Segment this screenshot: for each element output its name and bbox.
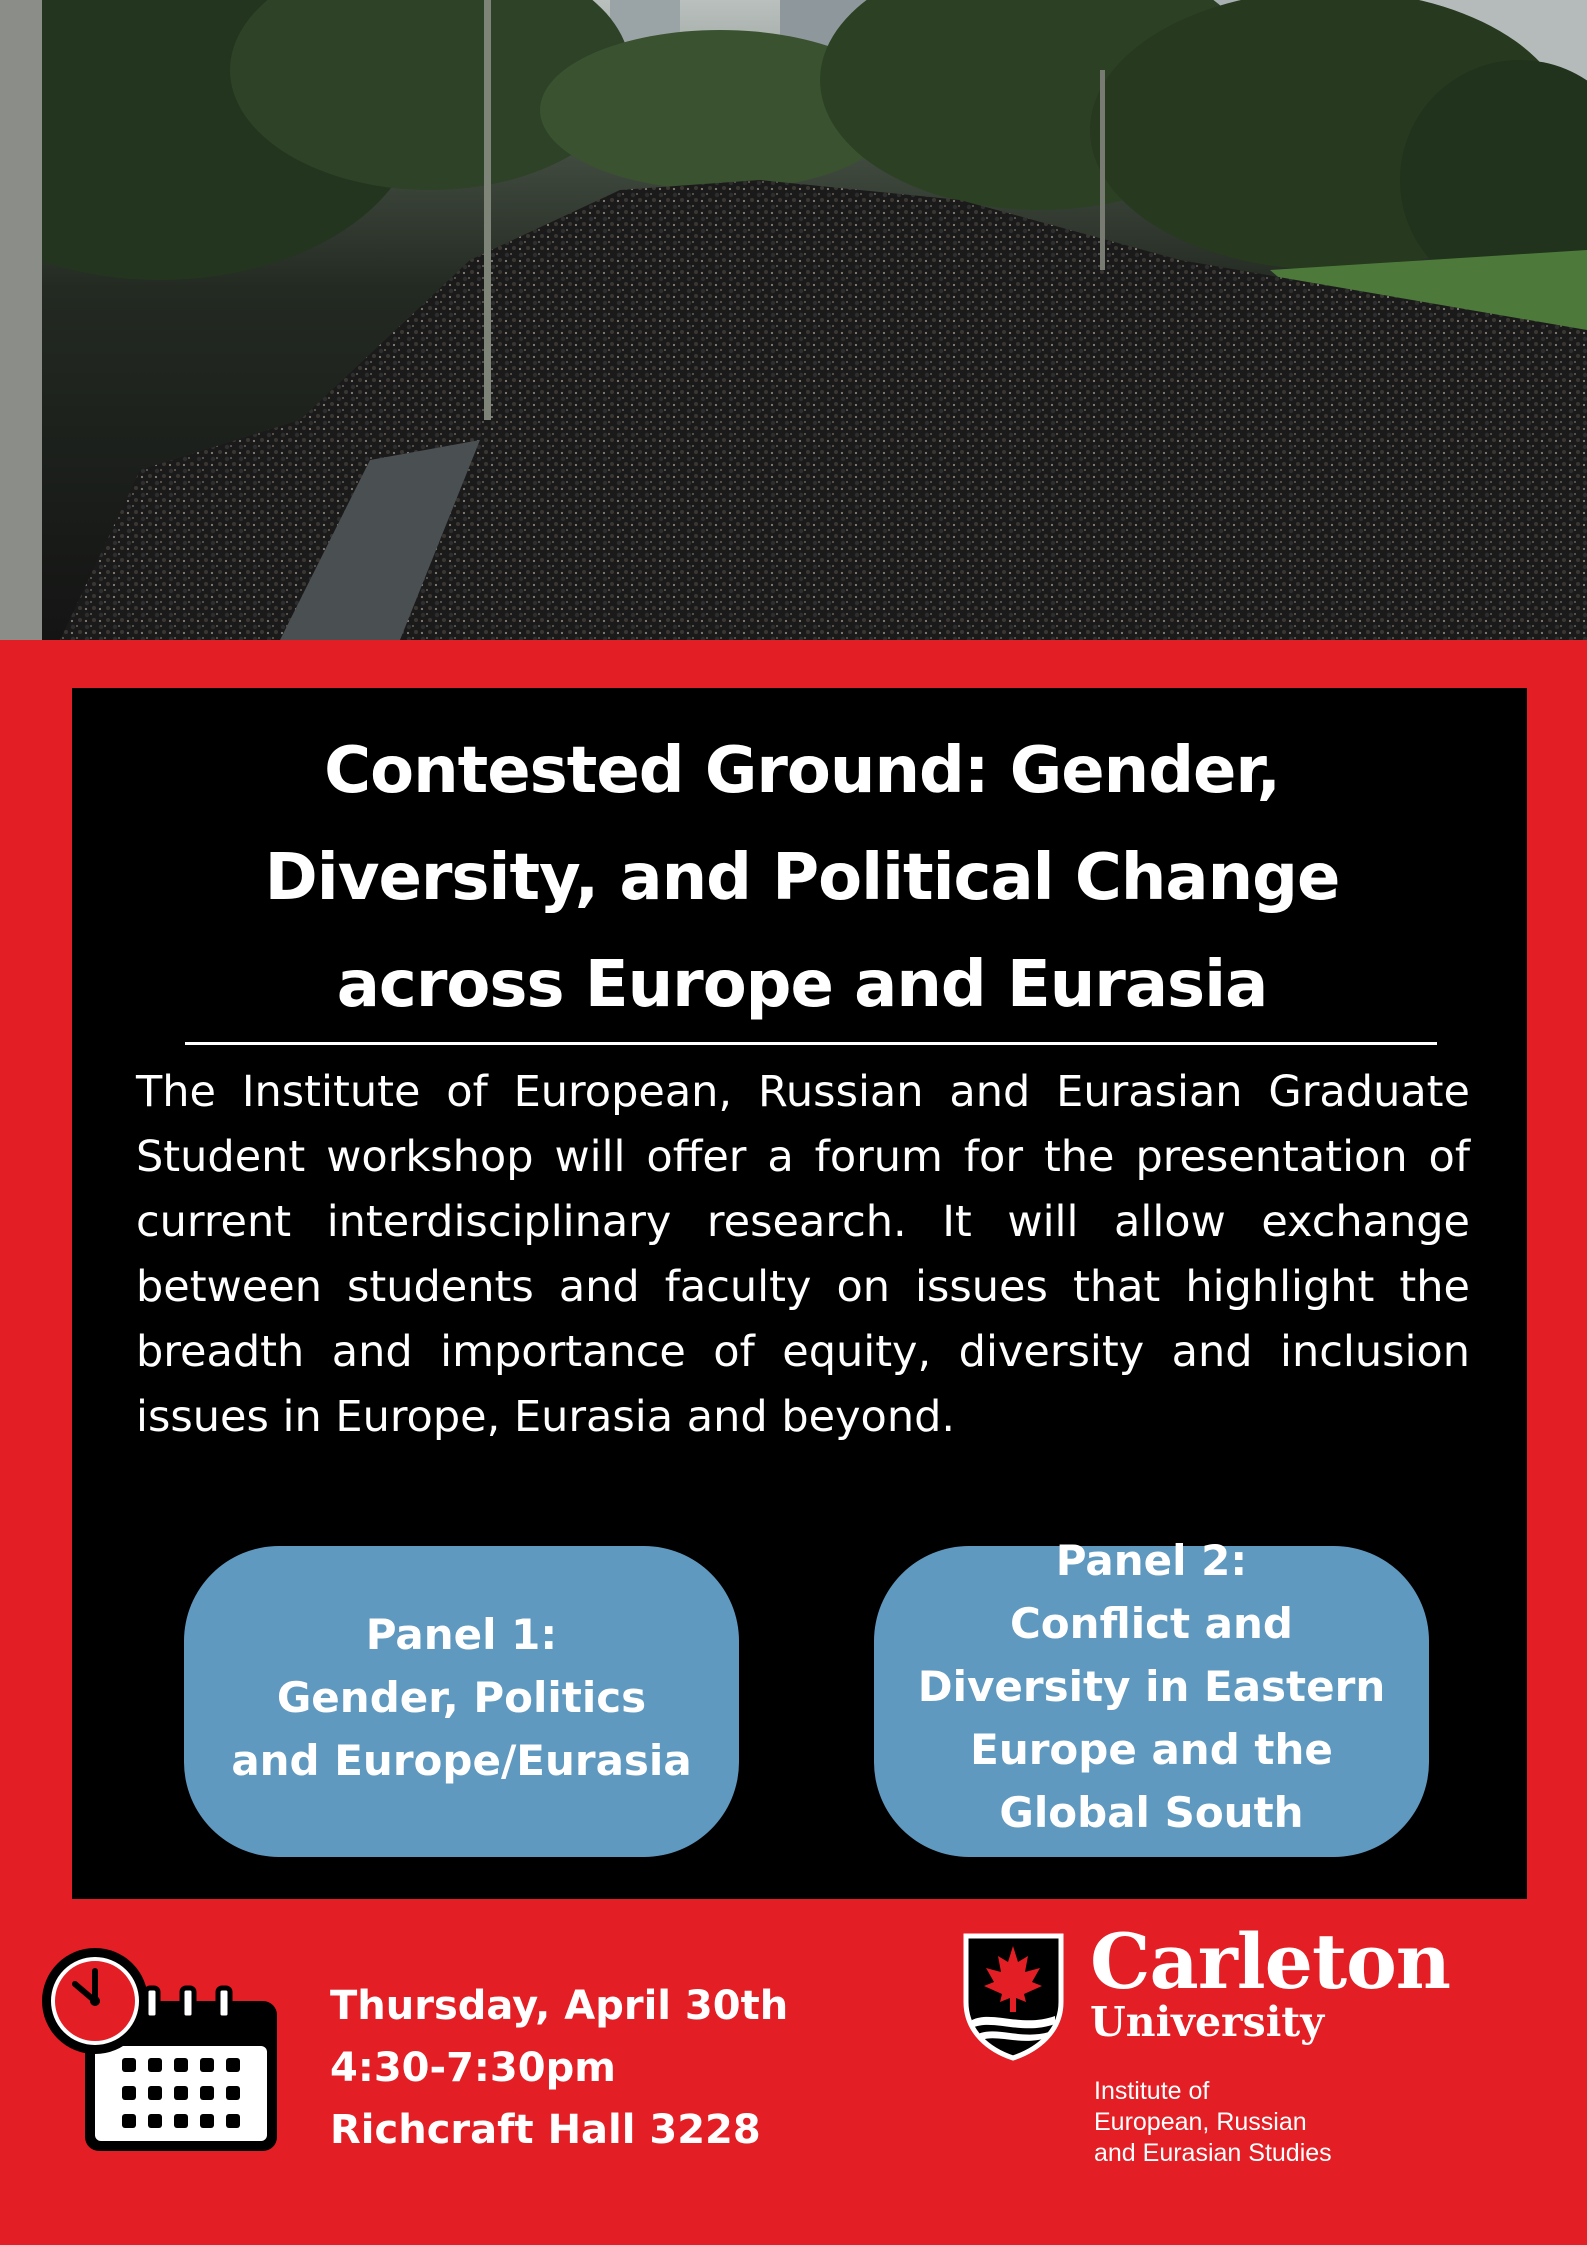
event-details (330, 1975, 788, 2161)
event-date: Thursday, April 30th (330, 1983, 789, 2029)
institute-line-2: European, Russian (1094, 2108, 1307, 2136)
event-title: Contested Ground: Gender, Diversity, and Political Change across Europe and Eurasia (264, 734, 1340, 1022)
university-label: University (1090, 1998, 1325, 2046)
crowd-protest-photo (0, 0, 1587, 640)
institute-line-3: and Eurasian Studies (1094, 2139, 1332, 2167)
panel-1-label: Panel 1: (365, 1610, 558, 1659)
content-panel (72, 688, 1527, 1899)
title-divider (185, 1042, 1437, 1045)
panel-2-box (874, 1536, 1429, 1857)
event-description: The Institute of European, Russian and Eurasian Graduate Student workshop will offer a forum for the presentation of current interdisciplinary research. It will allow exchange between students and faculty on issues that highlight the breadth and importance of equity, diversity and inclusion issues in Europe, Eurasia and beyond. (136, 1067, 1470, 1442)
university-name: Carleton (1090, 1917, 1451, 2006)
institute-name (1094, 2076, 1332, 2169)
event-location: Richcraft Hall 3228 (330, 2107, 761, 2153)
institute-line-1: Institute of (1094, 2077, 1210, 2105)
panel-1-box (184, 1546, 739, 1857)
event-time: 4:30-7:30pm (330, 2045, 616, 2091)
panel-2-topic: Conflict and Diversity in Eastern Europe and the Global South (917, 1599, 1386, 1837)
panel-1-topic: Gender, Politics and Europe/Eurasia (231, 1673, 692, 1785)
calendar-clock-icon (40, 1946, 285, 2161)
panel-2-label: Panel 2: (1055, 1536, 1248, 1585)
carleton-wordmark (1090, 1917, 1451, 2046)
carleton-shield-icon (962, 1932, 1065, 2062)
